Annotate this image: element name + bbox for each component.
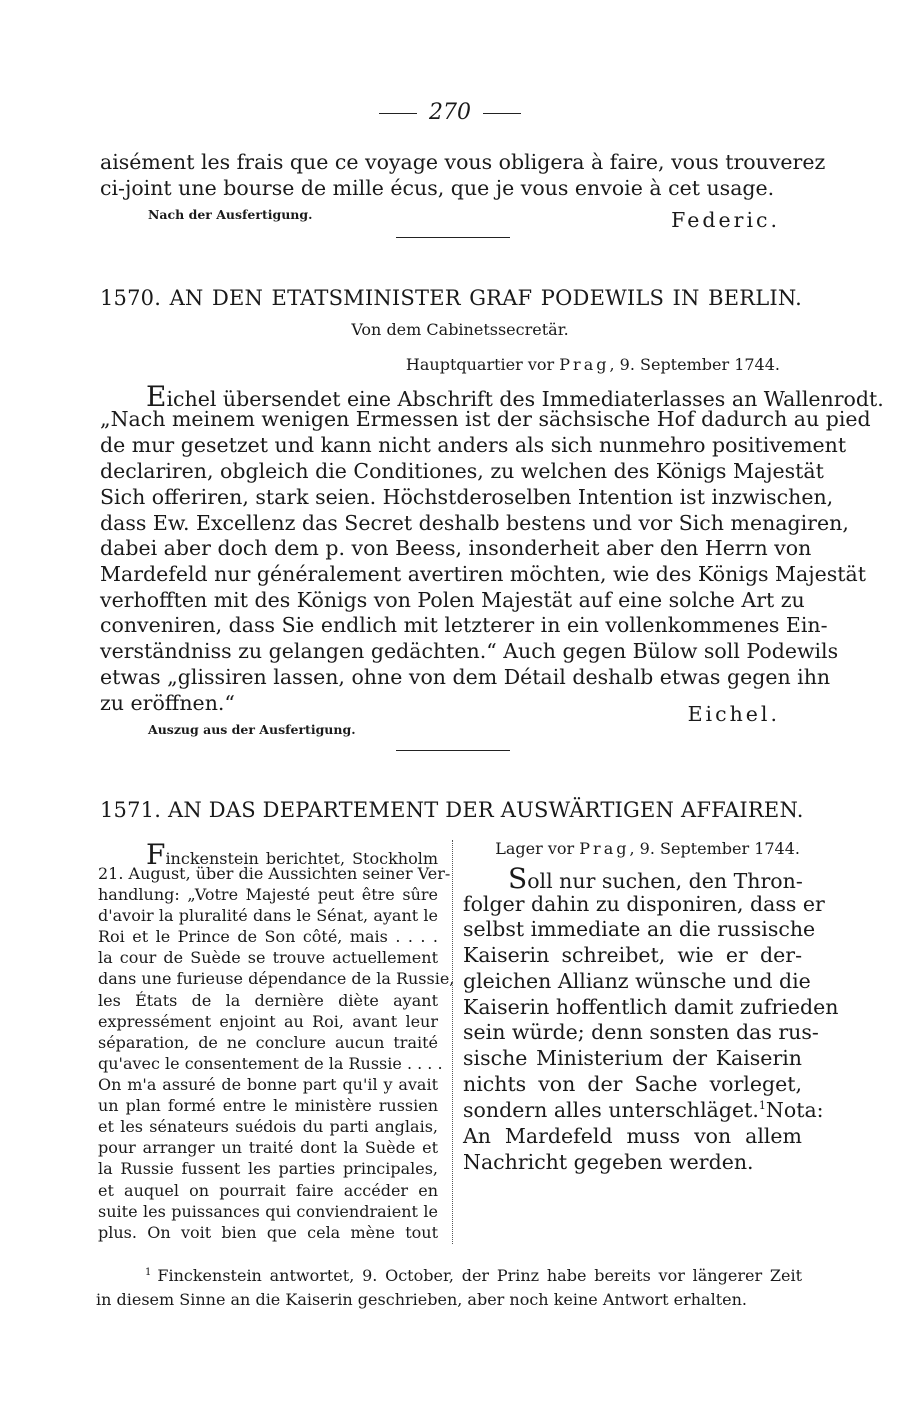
left-col-line: Roi et le Prince de Son côté, mais . . . . [98,927,438,946]
section-1570-dateline [406,355,780,374]
drop-cap: F [146,838,166,871]
body-line: „Nach meinem wenigen Ermessen ist der sächsische Hof dadurch au pied [100,407,871,431]
left-col-line: d'avoir la pluralité dans le Sénat, ayant le [98,906,438,925]
page-number-dash-right [483,113,521,114]
left-col-line: suite les puissances qui conviendraient le [98,1202,438,1221]
right-col-line: gleichen Allianz wünsche und die [463,969,811,993]
footnote-reference: 1 [758,1099,766,1113]
left-col-line: et les sénateurs suédois du parti anglais, [98,1117,438,1136]
right-col-line: An Mardefeld muss von allem [463,1124,802,1148]
body-line: verhofften mit des Königs von Polen Majestät auf eine solche Art zu [100,588,805,612]
first-line-text: ichel übersendet eine Abschrift des Immediaterlasses an Wallenrodt. [166,387,884,411]
section-1570-subheading: Von dem Cabinetssecretär. [351,320,569,339]
right-col-line-last: Nachricht gegeben werden. [463,1150,754,1174]
dateline-place: Prag [559,355,610,374]
drop-cap: S [508,862,528,895]
body-line: etwas „glissiren lassen, ohne von dem Détail deshalb etwas gegen ihn [100,665,831,689]
right-col-line: nichts von der Sache vorleget, [463,1072,802,1096]
left-col-line: handlung: „Votre Majesté peut être sûre [98,885,438,904]
left-col-line: 21. August, über die Aussichten seiner Ver- [98,864,451,883]
column-divider [452,840,453,1244]
body-line: declariren, obgleich die Conditiones, zu welchen des Königs Majestät [100,459,824,483]
section-1570-heading: 1570. AN DEN ETATSMINISTER GRAF PODEWILS IN BERLIN. [100,286,802,310]
left-col-line: pour arranger un traité dont la Suède et [98,1138,438,1157]
left-col-line: les États de la dernière diète ayant [98,991,438,1010]
body-line: verständniss zu gelangen gedächten.“ Auch gegen Bülow soll Podewils [100,639,839,663]
left-col-line: la Russie fussent les parties principales, [98,1159,438,1178]
left-col-line: expressément enjoint au Roi, avant leur [98,1012,438,1031]
left-col-line: On m'a assuré de bonne part qu'il y avait [98,1075,438,1094]
nota-label: Nota: [765,1098,824,1122]
section-1571-heading: 1571. AN DAS DEPARTEMENT DER AUSWÄRTIGEN AFFAIREN. [100,798,804,822]
dateline-date: , 9. September 1744. [609,355,780,374]
body-line-last: zu eröffnen.“ [100,691,235,715]
body-line: conveniren, dass Sie endlich mit letzterer in ein vollenkommenes Ein- [100,613,828,637]
right-col-line-nota [463,1098,824,1122]
right-col-line: selbst immediate an die russische [463,917,816,941]
left-col-line: et auquel on pourrait faire accéder en [98,1181,438,1200]
right-col-dateline [495,839,800,858]
right-col-line: Kaiserin schreibet, wie er der- [463,943,802,967]
first-line-text: oll nur suchen, den Thron- [527,869,803,893]
body-line: de mur gesetzet und kann nicht anders als sich nunmehro positivement [100,433,847,457]
left-col-line: un plan formé entre le ministère russien [98,1096,438,1115]
separator-2 [396,750,510,751]
body-line: dass Ew. Excellenz das Secret deshalb bestens und vor Sich menagiren, [100,511,849,535]
page-number [0,100,900,125]
drop-cap: E [146,380,167,413]
dateline-prefix: Lager vor [495,839,575,858]
section-1570-source-note: Auszug aus der Ausfertigung. [148,722,356,737]
right-col-line-text [463,1098,766,1122]
footnote-marker: 1 [145,1266,152,1278]
right-col-line-main: sondern alles unterschläget. [463,1098,759,1122]
footnote-text-1: Finckenstein antwortet, 9. October, der Prinz habe bereits vor längerer Zeit [157,1266,802,1285]
section-1570-signature: Eichel. [687,702,780,726]
left-col-line: séparation, de ne conclure aucun traité [98,1033,438,1052]
dateline-date: , 9. September 1744. [629,839,800,858]
page-number-dash-left [379,113,417,114]
body-line: dabei aber doch dem p. von Beess, insonderheit aber den Herrn von [100,536,812,560]
footnote-line-2: in diesem Sinne an die Kaiserin geschrieben, aber noch keine Antwort erhalten. [96,1290,747,1309]
left-col-line: qu'avec le consentement de la Russie . . . . [98,1054,443,1073]
first-line-text: inckenstein berichtet, Stockholm [165,849,438,868]
footnote-line-1 [145,1266,802,1285]
intro-line-2: ci-joint une bourse de mille écus, que je vous envoie à cet usage. [100,176,775,200]
dateline-prefix: Hauptquartier vor [405,355,555,374]
dateline-place: Prag [579,839,630,858]
intro-line-1: aisément les frais que ce voyage vous obligera à faire, vous trouverez [100,150,826,174]
intro-signature: Federic. [671,208,780,232]
right-col-line: Kaiserin hoffentlich damit zufrieden [463,995,839,1019]
body-line: Mardefeld nur généralement avertiren möchten, wie des Königs Majestät [100,562,866,586]
left-col-line: dans une furieuse dépendance de la Russie, [98,969,455,988]
right-col-first-line [508,862,802,895]
right-col-line: folger dahin zu disponiren, dass er [463,892,825,916]
right-col-line: sein würde; denn sonsten das rus- [463,1020,819,1044]
left-col-line: la cour de Suède se trouve actuellement [98,948,438,967]
page-number-text: 270 [429,100,471,125]
intro-source-note: Nach der Ausfertigung. [148,207,313,222]
left-col-line: plus. On voit bien que cela mène tout [98,1223,438,1242]
right-col-line: sische Ministerium der Kaiserin [463,1046,802,1070]
body-line: Sich offeriren, stark seien. Höchstderoselben Intention ist inzwischen, [100,485,834,509]
separator-1 [396,237,510,238]
